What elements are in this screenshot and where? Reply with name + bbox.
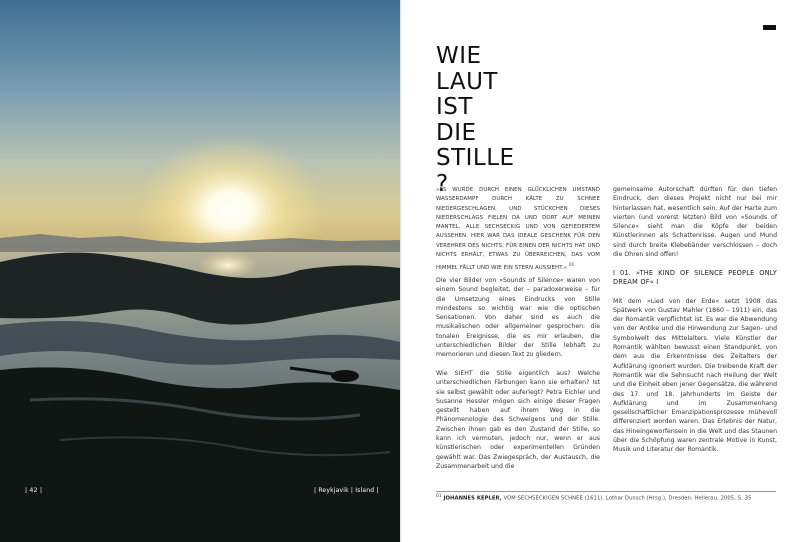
- body-column-2: [613, 185, 777, 464]
- lede-quote: [436, 186, 600, 273]
- footnote-text: VOM SECHSECKIGEN SCHNEE (1611). Lothar Dunsch (Hrsg.), Dresden: Hellerau, 2005, S. 35: [503, 495, 752, 502]
- footnote-number: 01: [436, 494, 442, 499]
- section-heading: I 01. »THE KIND OF SILENCE PEOPLE ONLY DREAM OF« I: [613, 268, 777, 286]
- footnote-rule: [436, 491, 776, 492]
- title-line: ?: [436, 170, 449, 197]
- footnote-author: JOHANNES KEPLER,: [443, 495, 502, 502]
- title-line: IST: [436, 94, 473, 120]
- lede-text: »ES WURDE DURCH EINEN GLÜCKLICHEN UMSTAND WASSERDAMPF DURCH KÄLTE ZU SCHNEE NIEDERGESCHLAGEN, UND STÜCKCHEN DIESES NIEDERSCHLAGS FIELEN DA UND DORT AUF MEINEN MANTEL, ALLE SECHSECKIG UND VON GEFIEDERTEM AUSSEHEN. HIER WAR DAS IDEALE GESCHENK FÜR DEN VEREHRER DES NICHTS, FÜR EINEN DER NICHTS HAT UND NICHTS ERHÄLT, ETWAS ZU ÜBERREICHEN, DAS VOM HIMMEL FÄLLT UND WIE EIN STERN AUSSIEHT.«: [436, 187, 600, 272]
- photo-caption: | Reykjavik | Island |: [314, 487, 379, 494]
- body-paragraph: Die vier Bilder von »Sounds of Silence« waren von einem Sound begleitet, der – paradoxerweise – für die Umsetzung eines Eindrucks von Stille mindestens so wichtig war wie die optischen Sensationen. Von daher sind es auch die musikalischen oder allgemeiner gesprochen: die tonalen Ereignisse, die es mir erlauben, die unterschiedlichen Bilder der Stille lebhaft zu memorieren und diesen Text zu gliedern.: [436, 277, 600, 359]
- article-title: [436, 44, 515, 197]
- body-paragraph: Wie SIEHT die Stille eigentlich aus? Welche unterschiedlichen Färbungen kann sie erhalten? Ist sie selbst gewählt oder auferlegt? Petra Eichler und Susanne Hessler mögen sich einige dieser Fragen gestellt haben auf ihrem Weg in die Phänomenologie des Schweigens und der Stille. Zwischen ihnen gab es den Zustand der Stille, so kann ich vermuten, jedoch nur, wenn er aus künstlerischen oder experimentellen Gründen gewählt war. Das Zwiegespräch, der Austausch, die Zusammenarbeit und die: [436, 369, 600, 470]
- body-paragraph: gemeinsame Autorschaft dürften für den tiefen Eindruck, den dieses Projekt nicht nur bei mir hinterlassen hat, wesentlich sein. Auf der Harte zum vierten (und vorerst letzten) Bild von »Sounds of Silence« sieht man die Köpfe der beiden Künstlerinnen als Schattenrisse. Augen und Mund sind durch breite Klebebänder verschlossen – doch die Ohren sind offen!: [613, 186, 777, 259]
- footnote: [436, 494, 751, 502]
- lede-footnote-ref: 01: [568, 262, 575, 268]
- title-line: DIE: [436, 119, 477, 146]
- title-line: WIE: [436, 43, 482, 69]
- body-column-1: [436, 276, 600, 481]
- body-paragraph: Mit dem »Lied von der Erde« setzt 1908 das Spätwerk von Gustav Mahler (1860 – 1911) ein, das der Romantik verpflichtet ist. Es war die Abwendung von der Antike und die Hinwendung zur Sagen- und Symbolwelt des Mittelalters. Viele Künstler der Romantik wählten bewusst einen Standpunkt, von dem aus die Erkenntnisse des Zeitalters der Aufklärung ignoriert wurden. Die treibende Kraft der Romantik war die Sehnsucht nach Heilung der Welt und die Einheit eben jener Gegensätze, die während des 17. und 18. Jahrhunderts im Geiste der Aufklärung und im Zusammenhang gesellschaftlicher Emanzipationsprozesse mühevoll differenziert worden waren. Das Erlebnis der Natur, das Hineingeworfensein in die Welt und das Staunen über die Schöpfung waren zentrale Motive in Kunst, Musik und Literatur der Romantik.: [613, 297, 777, 454]
- page-number-left: | 42 |: [25, 487, 43, 494]
- title-line: STILLE: [436, 145, 515, 171]
- gutter-shadow: [400, 0, 402, 542]
- title-line: LAUT: [436, 68, 498, 95]
- section-marker: [763, 25, 776, 30]
